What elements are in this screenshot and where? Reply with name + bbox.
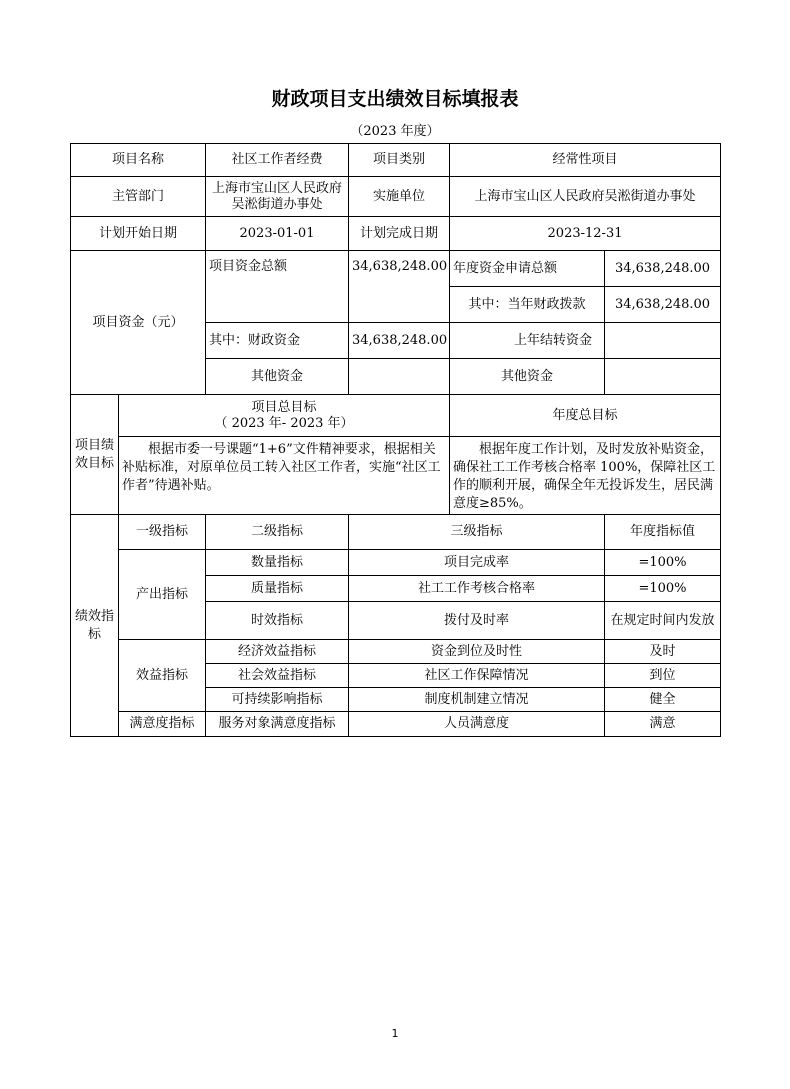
benefit-level2-sustainable: 可持续影响指标 — [206, 688, 349, 712]
project-type-label: 项目类别 — [349, 144, 450, 177]
benefit-value-funding: 及时 — [605, 640, 721, 664]
satisfaction-level2: 服务对象满意度指标 — [206, 712, 349, 737]
output-value-disbursement: 在规定时间内发放 — [605, 602, 721, 640]
current-year-appropriation-label: 其中：当年财政拨款 — [450, 287, 605, 323]
implementing-unit-value: 上海市宝山区人民政府吴淞街道办事处 — [450, 177, 721, 217]
other-funds-right-value — [605, 359, 721, 395]
supervising-dept-label: 主管部门 — [71, 177, 206, 217]
year-label: （2023 年度） — [350, 124, 440, 139]
benefit-level2-economic: 经济效益指标 — [206, 640, 349, 664]
benefit-value-guarantee: 到位 — [605, 664, 721, 688]
overall-goal-label: 项目总目标 — [251, 399, 317, 415]
annual-goal-label: 年度总目标 — [450, 395, 721, 437]
output-value-completion: =100% — [605, 550, 721, 576]
performance-goals-label: 项目绩效目标 — [71, 395, 119, 515]
funds-total-value: 34,638,248.00 — [349, 251, 450, 323]
benefit-indicator-label: 效益指标 — [119, 640, 206, 712]
benefit-level3-guarantee: 社区工作保障情况 — [349, 664, 605, 688]
output-level3-completion: 项目完成率 — [349, 550, 605, 576]
fiscal-funds-value: 34,638,248.00 — [349, 323, 450, 359]
header-level1: 一级指标 — [119, 515, 206, 550]
output-level2-timeliness: 时效指标 — [206, 602, 349, 640]
header-level3: 三级指标 — [349, 515, 605, 550]
project-name-label: 项目名称 — [71, 144, 206, 177]
fiscal-funds-label: 其中：财政资金 — [206, 323, 349, 359]
page-number: 1 — [391, 1027, 399, 1040]
implementing-unit-label: 实施单位 — [349, 177, 450, 217]
overall-goal-period: （ 2023 年- 2023 年） — [214, 415, 354, 431]
project-type-value: 经常性项目 — [450, 144, 721, 177]
performance-indicators-label: 绩效指标 — [71, 515, 119, 737]
supervising-dept-value: 上海市宝山区人民政府吴淞街道办事处 — [206, 177, 349, 217]
header-level2: 二级指标 — [206, 515, 349, 550]
satisfaction-indicator-label: 满意度指标 — [119, 712, 206, 737]
other-funds-left-value — [349, 359, 450, 395]
other-funds-right-label: 其他资金 — [450, 359, 605, 395]
benefit-level3-funding: 资金到位及时性 — [349, 640, 605, 664]
output-level2-quantity: 数量指标 — [206, 550, 349, 576]
benefit-value-mechanism: 健全 — [605, 688, 721, 712]
project-name-value: 社区工作者经费 — [206, 144, 349, 177]
annual-goal-text: 根据年度工作计划，及时发放补贴资金，确保社工工作考核合格率 100%，保障社区工作的顺利开展，确保全年无投诉发生，居民满意度≥85%。 — [450, 437, 721, 515]
satisfaction-level3: 人员满意度 — [349, 712, 605, 737]
output-level2-quality: 质量指标 — [206, 576, 349, 602]
current-year-appropriation-value: 34,638,248.00 — [605, 287, 721, 323]
benefit-level3-mechanism: 制度机制建立情况 — [349, 688, 605, 712]
funds-total-label: 项目资金总额 — [206, 251, 349, 323]
output-value-pass-rate: =100% — [605, 576, 721, 602]
annual-funds-label: 年度资金申请总额 — [450, 251, 605, 287]
overall-goal-text: 根据市委一号课题“1+6”文件精神要求，根据相关补贴标准，对原单位员工转入社区工作者，实施“社区工作者”待遇补贴。 — [119, 437, 450, 515]
end-date-value: 2023-12-31 — [450, 217, 721, 251]
performance-target-table — [70, 143, 721, 737]
other-funds-left-label: 其他资金 — [206, 359, 349, 395]
satisfaction-value: 满意 — [605, 712, 721, 737]
start-date-label: 计划开始日期 — [71, 217, 206, 251]
document-title: 财政项目支出绩效目标填报表 — [271, 88, 519, 110]
end-date-label: 计划完成日期 — [349, 217, 450, 251]
header-annual-value: 年度指标值 — [605, 515, 721, 550]
project-funds-label: 项目资金（元） — [71, 251, 206, 395]
benefit-level2-social: 社会效益指标 — [206, 664, 349, 688]
output-level3-disbursement: 拨付及时率 — [349, 602, 605, 640]
carryover-funds-label: 上年结转资金 — [450, 323, 605, 359]
overall-goal-header — [119, 395, 450, 437]
carryover-funds-value — [605, 323, 721, 359]
output-level3-pass-rate: 社工工作考核合格率 — [349, 576, 605, 602]
output-indicator-label: 产出指标 — [119, 550, 206, 640]
start-date-value: 2023-01-01 — [206, 217, 349, 251]
annual-funds-value: 34,638,248.00 — [605, 251, 721, 287]
